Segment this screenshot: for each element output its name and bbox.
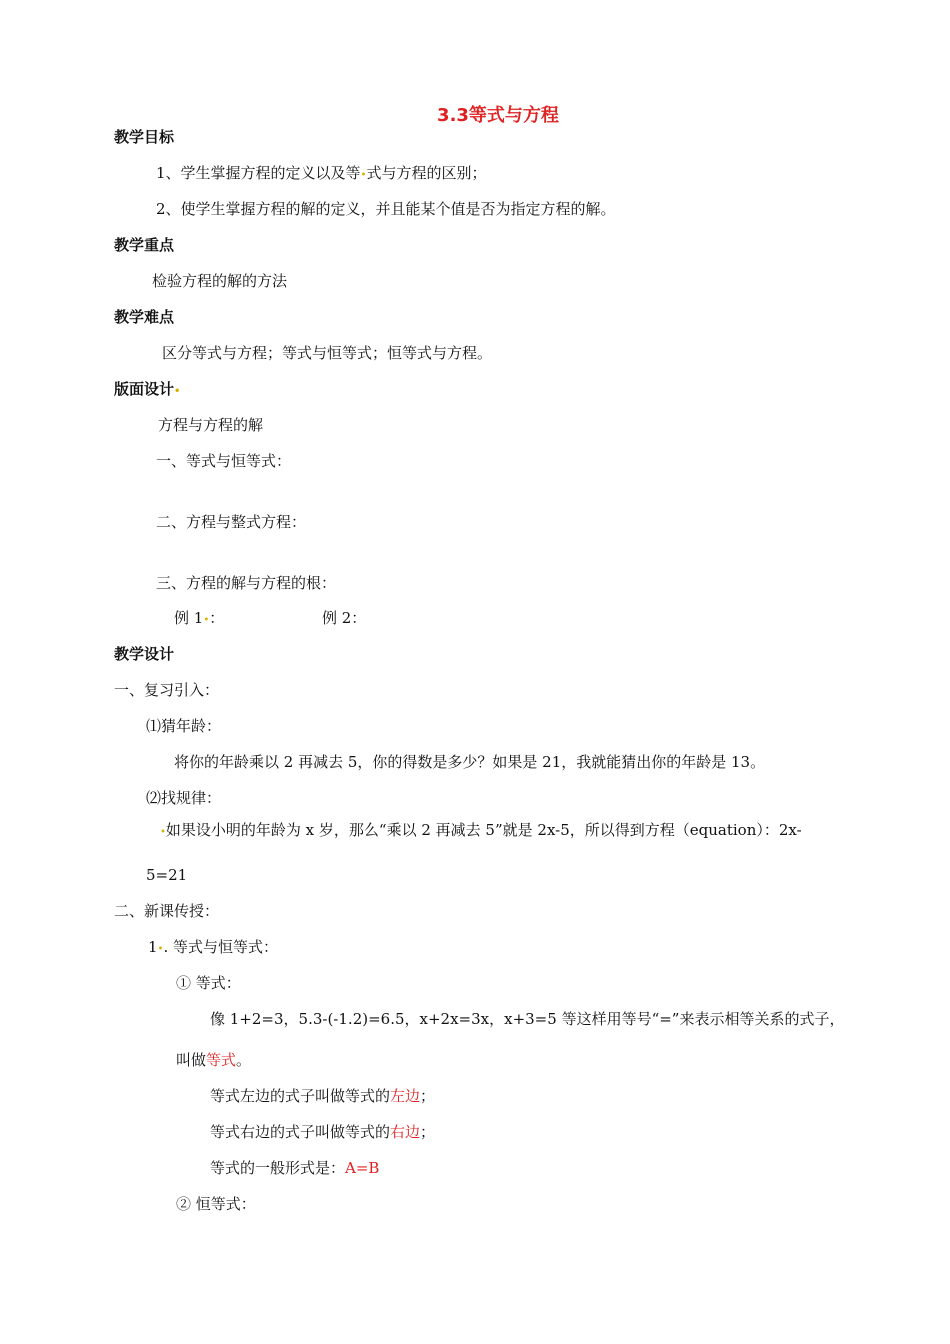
- sub-item-equation: ① 等式：: [176, 974, 241, 992]
- layout-item-3: 三、方程的解与方程的根：: [156, 574, 337, 592]
- design-heading: 教学设计: [114, 645, 175, 663]
- layout-item-2: 二、方程与整式方程：: [156, 513, 307, 531]
- guess-age-text: 将你的年龄乘以 2 再减去 5，你的得数是多少？如果是 21，我就能猜出你的年龄是 13。: [174, 753, 766, 771]
- difficulty-text: 区分等式与方程；等式与恒等式；恒等式与方程。: [162, 344, 493, 362]
- difficulty-heading: 教学难点: [114, 308, 175, 326]
- goals-heading: 教学目标: [114, 128, 175, 146]
- page-title: 3.3等式与方程: [437, 105, 559, 126]
- marker-dot-icon: •: [157, 944, 164, 955]
- left-side-definition: 等式左边的式子叫做等式的左边；: [210, 1087, 436, 1105]
- layout-heading: 版面设计•: [114, 380, 181, 398]
- marker-dot-icon: •: [160, 827, 166, 838]
- term-left-side: 左边: [390, 1087, 421, 1105]
- marker-dot-icon: •: [174, 386, 181, 397]
- term-right-side: 右边: [390, 1123, 421, 1141]
- general-form: 等式的一般形式是：A=B: [210, 1159, 380, 1177]
- equation-definition: 像 1+2=3，5.3-(-1.2)=6.5，x+2x=3x，x+3=5 等这样用等号“=”来表示相等关系的式子，: [210, 1010, 845, 1028]
- key-heading: 教学重点: [114, 236, 175, 254]
- review-heading: 一、复习引入：: [114, 681, 220, 699]
- rule-text-continued: 5=21: [146, 866, 188, 884]
- key-text: 检验方程的解的方法: [152, 272, 288, 290]
- marker-dot-icon: •: [360, 170, 367, 181]
- right-side-definition: 等式右边的式子叫做等式的右边；: [210, 1123, 436, 1141]
- new-lesson-heading: 二、新课传授：: [114, 902, 220, 920]
- term-general-form: A=B: [345, 1159, 380, 1177]
- item-1-heading: 1•. 等式与恒等式：: [148, 938, 278, 956]
- example-2: 例 2：: [322, 609, 367, 627]
- term-equation: 等式: [206, 1051, 237, 1069]
- sub-item-identity: ② 恒等式：: [176, 1195, 256, 1213]
- example-1: 例 1•：: [174, 609, 225, 627]
- rule-text: •如果设小明的年龄为 x 岁，那么“乘以 2 再减去 5”就是 2x-5，所以得到方程（equation）：2x-: [160, 821, 802, 839]
- goal-1: 1、学生掌握方程的定义以及等•式与方程的区别；: [156, 164, 487, 182]
- find-rule-heading: ⑵找规律：: [146, 789, 222, 807]
- layout-item-1: 一、等式与恒等式：: [156, 452, 292, 470]
- equation-called: 叫做等式。: [176, 1051, 252, 1069]
- goal-2: 2、使学生掌握方程的解的定义，并且能某个值是否为指定方程的解。: [156, 200, 616, 218]
- guess-age-heading: ⑴猜年龄：: [146, 717, 222, 735]
- layout-title: 方程与方程的解: [158, 416, 264, 434]
- marker-dot-icon: •: [203, 615, 210, 626]
